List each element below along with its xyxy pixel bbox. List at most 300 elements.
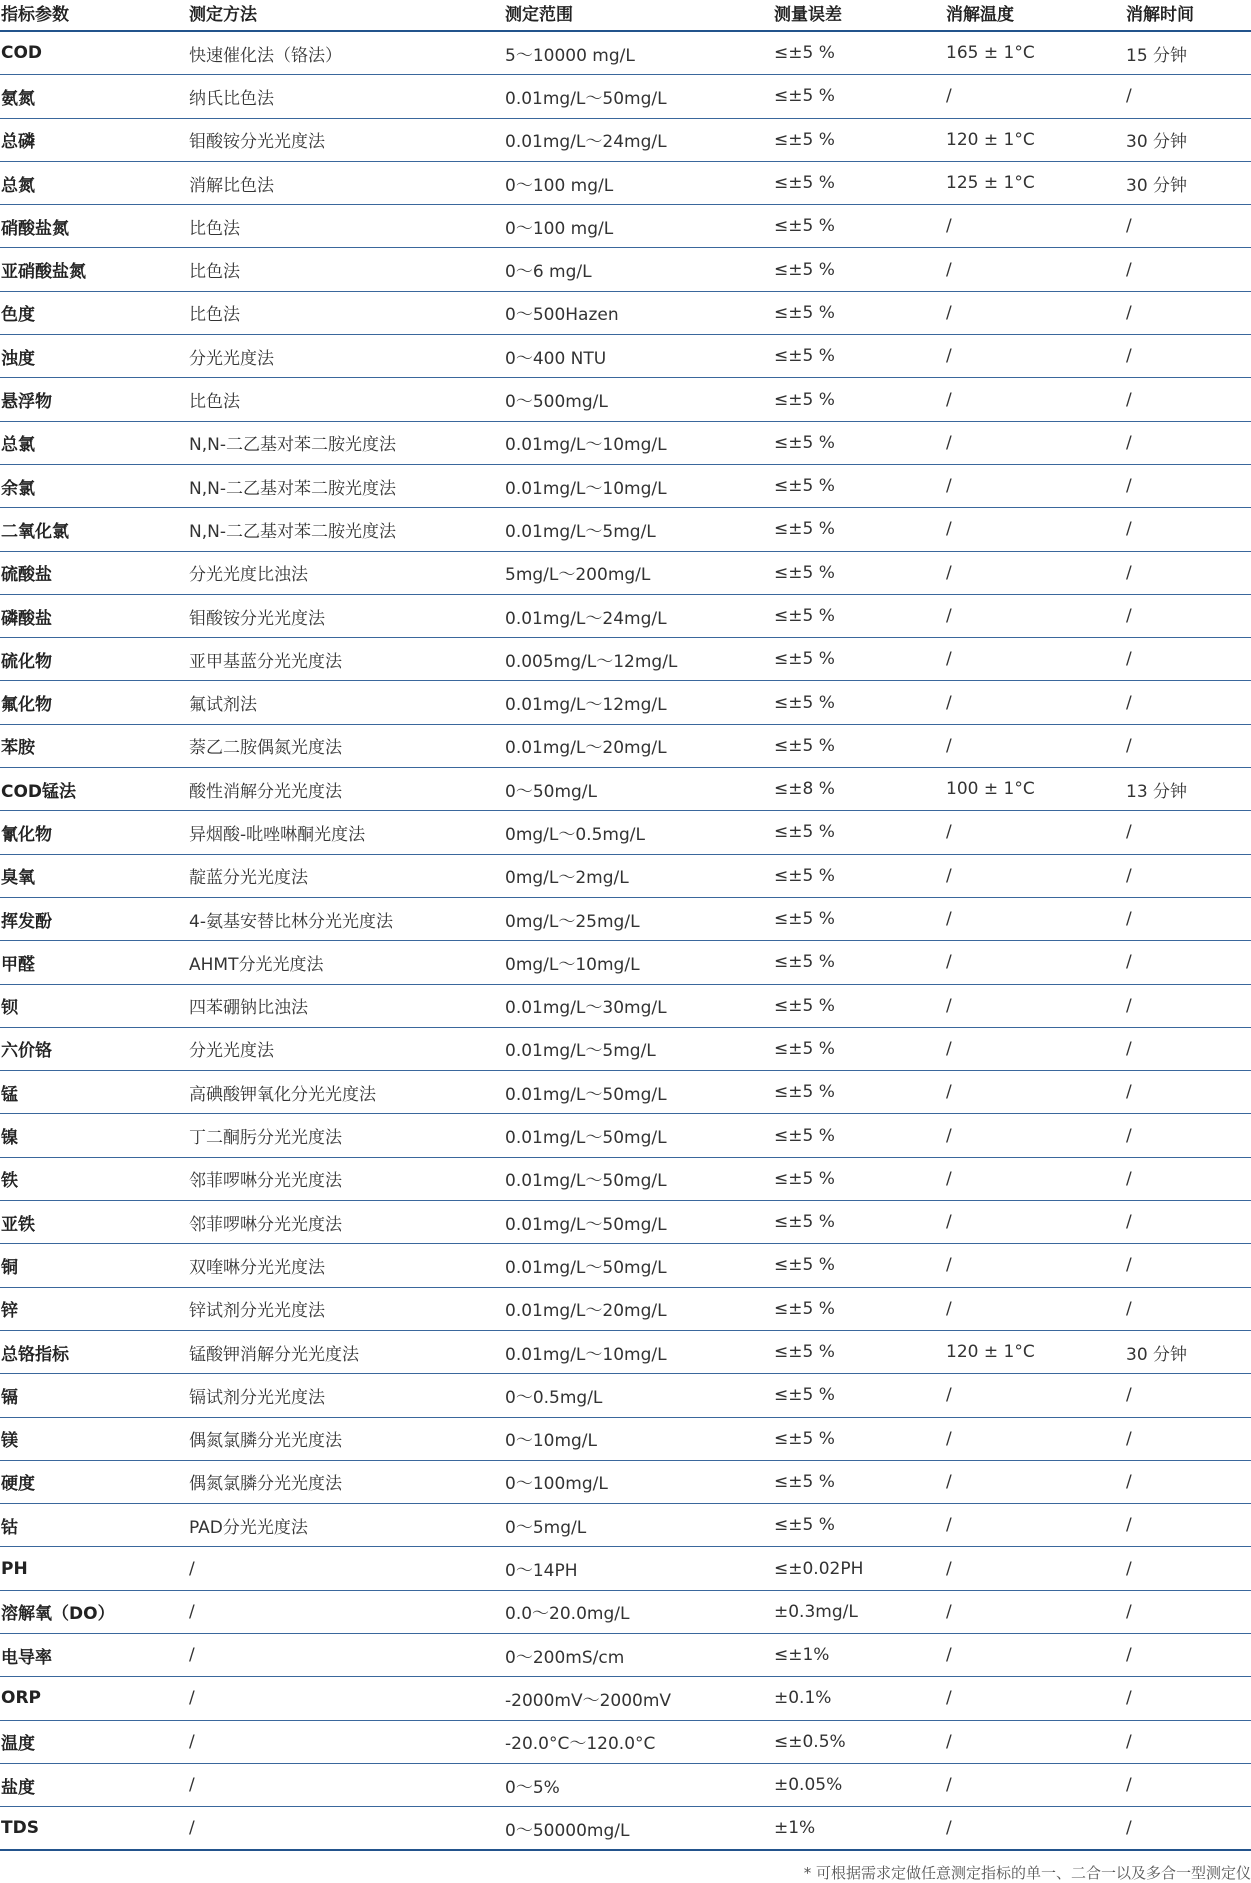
table-row [0, 1114, 1251, 1157]
indicator-cell: 电导率 [0, 1633, 188, 1676]
error-cell: ≤±5 % [773, 118, 945, 161]
error-cell: ≤±5 % [773, 1504, 945, 1547]
method-cell: 高碘酸钾氧化分光光度法 [188, 1071, 504, 1114]
indicator-cell: 甲醛 [0, 941, 188, 984]
table-row [0, 854, 1251, 897]
error-cell: ≤±5 % [773, 508, 945, 551]
time-cell: / [1125, 1504, 1251, 1547]
time-cell: / [1125, 724, 1251, 767]
time-cell: / [1125, 1287, 1251, 1330]
temp-cell: / [945, 811, 1125, 854]
indicator-cell: 亚硝酸盐氮 [0, 248, 188, 291]
error-cell: ±1% [773, 1807, 945, 1851]
table-row [0, 638, 1251, 681]
time-cell: / [1125, 1071, 1251, 1114]
error-cell: ≤±5 % [773, 638, 945, 681]
temp-cell: 120 ± 1°C [945, 118, 1125, 161]
table-row [0, 378, 1251, 421]
temp-cell: / [945, 1590, 1125, 1633]
error-cell: ≤±5 % [773, 75, 945, 118]
temp-cell: / [945, 854, 1125, 897]
table-row [0, 1807, 1251, 1851]
method-cell: 靛蓝分光光度法 [188, 854, 504, 897]
range-cell: 0～500Hazen [504, 291, 773, 334]
error-cell: ≤±5 % [773, 897, 945, 940]
table-row [0, 31, 1251, 75]
temp-cell: / [945, 551, 1125, 594]
range-cell: 0.01mg/L～50mg/L [504, 1201, 773, 1244]
table-row [0, 464, 1251, 507]
temp-cell: / [945, 941, 1125, 984]
table-row [0, 161, 1251, 204]
footnote: * 可根据需求定做任意测定指标的单一、二合一以及多合一型测定仪 [803, 1864, 1251, 1882]
time-cell: / [1125, 1114, 1251, 1157]
temp-cell: / [945, 335, 1125, 378]
temp-cell: / [945, 1720, 1125, 1763]
temp-cell: / [945, 248, 1125, 291]
error-cell: ≤±5 % [773, 161, 945, 204]
method-cell: N,N-二乙基对苯二胺光度法 [188, 508, 504, 551]
time-cell: / [1125, 378, 1251, 421]
indicator-cell: 悬浮物 [0, 378, 188, 421]
error-cell: ≤±5 % [773, 1071, 945, 1114]
error-cell: ≤±5 % [773, 335, 945, 378]
indicator-cell: 总氮 [0, 161, 188, 204]
table-body [0, 31, 1251, 1850]
range-cell: 0mg/L～2mg/L [504, 854, 773, 897]
range-cell: 0～14PH [504, 1547, 773, 1590]
temp-cell: / [945, 421, 1125, 464]
indicator-cell: 总铬指标 [0, 1330, 188, 1373]
range-cell: 0mg/L～10mg/L [504, 941, 773, 984]
time-cell: 13 分钟 [1125, 768, 1251, 811]
method-cell: 比色法 [188, 378, 504, 421]
time-cell: 30 分钟 [1125, 161, 1251, 204]
header-indicator: 指标参数 [0, 0, 188, 31]
range-cell: 0～200mS/cm [504, 1633, 773, 1676]
indicator-cell: 总氯 [0, 421, 188, 464]
temp-cell: 125 ± 1°C [945, 161, 1125, 204]
error-cell: ≤±5 % [773, 1330, 945, 1373]
indicator-cell: 锌 [0, 1287, 188, 1330]
temp-cell: / [945, 1201, 1125, 1244]
table-row [0, 594, 1251, 637]
range-cell: 0.01mg/L～24mg/L [504, 594, 773, 637]
indicator-cell: PH [0, 1547, 188, 1590]
method-cell: 分光光度比浊法 [188, 551, 504, 594]
error-cell: ≤±5 % [773, 941, 945, 984]
temp-cell: / [945, 1417, 1125, 1460]
indicator-cell: 镁 [0, 1417, 188, 1460]
indicator-cell: 盐度 [0, 1763, 188, 1806]
time-cell: 30 分钟 [1125, 1330, 1251, 1373]
temp-cell: / [945, 1677, 1125, 1720]
indicator-cell: 硝酸盐氮 [0, 205, 188, 248]
temp-cell: / [945, 1071, 1125, 1114]
time-cell: / [1125, 1633, 1251, 1676]
indicator-cell: 铁 [0, 1157, 188, 1200]
table-row [0, 681, 1251, 724]
indicator-cell: 溶解氧（DO） [0, 1590, 188, 1633]
indicator-cell: 余氯 [0, 464, 188, 507]
table-row [0, 768, 1251, 811]
temp-cell: / [945, 984, 1125, 1027]
table-row [0, 248, 1251, 291]
time-cell: / [1125, 1374, 1251, 1417]
time-cell: / [1125, 1547, 1251, 1590]
table-row [0, 1460, 1251, 1503]
error-cell: ≤±5 % [773, 594, 945, 637]
range-cell: 0.01mg/L～50mg/L [504, 1114, 773, 1157]
method-cell: N,N-二乙基对苯二胺光度法 [188, 421, 504, 464]
error-cell: ≤±0.5% [773, 1720, 945, 1763]
time-cell: / [1125, 205, 1251, 248]
error-cell: ≤±5 % [773, 378, 945, 421]
temp-cell: / [945, 897, 1125, 940]
table-row [0, 897, 1251, 940]
range-cell: 0～10mg/L [504, 1417, 773, 1460]
time-cell: / [1125, 551, 1251, 594]
error-cell: ≤±5 % [773, 551, 945, 594]
indicator-cell: 二氧化氯 [0, 508, 188, 551]
table-row [0, 205, 1251, 248]
range-cell: 0.01mg/L～10mg/L [504, 421, 773, 464]
time-cell: / [1125, 421, 1251, 464]
range-cell: 0.01mg/L～20mg/L [504, 1287, 773, 1330]
range-cell: 0mg/L～0.5mg/L [504, 811, 773, 854]
range-cell: 5～10000 mg/L [504, 31, 773, 75]
range-cell: 0～100 mg/L [504, 205, 773, 248]
indicator-cell: 挥发酚 [0, 897, 188, 940]
error-cell: ±0.3mg/L [773, 1590, 945, 1633]
time-cell: / [1125, 248, 1251, 291]
error-cell: ≤±5 % [773, 205, 945, 248]
error-cell: ≤±5 % [773, 854, 945, 897]
time-cell: / [1125, 681, 1251, 724]
method-cell: 偶氮氯膦分光光度法 [188, 1417, 504, 1460]
table-row [0, 1633, 1251, 1676]
range-cell: 0.01mg/L～10mg/L [504, 1330, 773, 1373]
error-cell: ≤±5 % [773, 31, 945, 75]
temp-cell: / [945, 205, 1125, 248]
temp-cell: 120 ± 1°C [945, 1330, 1125, 1373]
indicator-cell: 镉 [0, 1374, 188, 1417]
range-cell: 0～100 mg/L [504, 161, 773, 204]
method-cell: / [188, 1720, 504, 1763]
temp-cell: / [945, 1633, 1125, 1676]
error-cell: ≤±5 % [773, 681, 945, 724]
table-row [0, 1677, 1251, 1720]
temp-cell: / [945, 1157, 1125, 1200]
error-cell: ≤±5 % [773, 421, 945, 464]
method-cell: 异烟酸-吡唑啉酮光度法 [188, 811, 504, 854]
method-cell: / [188, 1763, 504, 1806]
method-cell: 分光光度法 [188, 1027, 504, 1070]
indicator-cell: 氰化物 [0, 811, 188, 854]
temp-cell: / [945, 1807, 1125, 1851]
table-row [0, 291, 1251, 334]
time-cell: / [1125, 1157, 1251, 1200]
error-cell: ≤±5 % [773, 291, 945, 334]
error-cell: ≤±5 % [773, 724, 945, 767]
indicator-cell: ORP [0, 1677, 188, 1720]
temp-cell: / [945, 1460, 1125, 1503]
error-cell: ≤±8 % [773, 768, 945, 811]
time-cell: 15 分钟 [1125, 31, 1251, 75]
range-cell: 0.01mg/L～50mg/L [504, 1157, 773, 1200]
header-method: 测定方法 [188, 0, 504, 31]
range-cell: 0.01mg/L～5mg/L [504, 1027, 773, 1070]
temp-cell: / [945, 1374, 1125, 1417]
time-cell: / [1125, 1244, 1251, 1287]
indicator-cell: 氟化物 [0, 681, 188, 724]
temp-cell: / [945, 1114, 1125, 1157]
range-cell: 0.01mg/L～12mg/L [504, 681, 773, 724]
method-cell: 四苯硼钠比浊法 [188, 984, 504, 1027]
range-cell: 0.01mg/L～50mg/L [504, 75, 773, 118]
error-cell: ≤±5 % [773, 984, 945, 1027]
range-cell: 0～5mg/L [504, 1504, 773, 1547]
table-row [0, 1287, 1251, 1330]
table-row [0, 1071, 1251, 1114]
header-range: 测定范围 [504, 0, 773, 31]
temp-cell: / [945, 1287, 1125, 1330]
table-row [0, 1417, 1251, 1460]
table-row [0, 1374, 1251, 1417]
table-row [0, 551, 1251, 594]
time-cell: / [1125, 984, 1251, 1027]
error-cell: ≤±5 % [773, 1460, 945, 1503]
temp-cell: 100 ± 1°C [945, 768, 1125, 811]
table-row [0, 941, 1251, 984]
time-cell: / [1125, 1460, 1251, 1503]
table-row [0, 75, 1251, 118]
method-cell: 比色法 [188, 248, 504, 291]
method-cell: / [188, 1547, 504, 1590]
indicator-cell: 磷酸盐 [0, 594, 188, 637]
error-cell: ≤±5 % [773, 1114, 945, 1157]
time-cell: / [1125, 941, 1251, 984]
temp-cell: / [945, 681, 1125, 724]
table-header [0, 0, 1251, 31]
time-cell: / [1125, 1201, 1251, 1244]
time-cell: / [1125, 638, 1251, 681]
indicator-cell: TDS [0, 1807, 188, 1851]
temp-cell: / [945, 1244, 1125, 1287]
method-cell: / [188, 1677, 504, 1720]
table-row [0, 1244, 1251, 1287]
error-cell: ≤±5 % [773, 1244, 945, 1287]
indicator-cell: 浊度 [0, 335, 188, 378]
indicator-cell: 钴 [0, 1504, 188, 1547]
indicator-cell: COD锰法 [0, 768, 188, 811]
header-digestion-time: 消解时间 [1125, 0, 1251, 31]
indicator-cell: 氨氮 [0, 75, 188, 118]
method-cell: 酸性消解分光光度法 [188, 768, 504, 811]
range-cell: 0.01mg/L～50mg/L [504, 1071, 773, 1114]
time-cell: / [1125, 594, 1251, 637]
indicator-cell: 苯胺 [0, 724, 188, 767]
header-error: 测量误差 [773, 0, 945, 31]
method-cell: 镉试剂分光光度法 [188, 1374, 504, 1417]
indicator-cell: 钡 [0, 984, 188, 1027]
error-cell: ≤±1% [773, 1633, 945, 1676]
temp-cell: / [945, 724, 1125, 767]
method-cell: 锰酸钾消解分光光度法 [188, 1330, 504, 1373]
method-cell: 钼酸铵分光光度法 [188, 118, 504, 161]
table-row [0, 1720, 1251, 1763]
time-cell: / [1125, 1763, 1251, 1806]
method-cell: 丁二酮肟分光光度法 [188, 1114, 504, 1157]
indicator-cell: 镍 [0, 1114, 188, 1157]
table-row [0, 1157, 1251, 1200]
temp-cell: / [945, 75, 1125, 118]
time-cell: / [1125, 1417, 1251, 1460]
indicator-cell: 硬度 [0, 1460, 188, 1503]
method-cell: PAD分光光度法 [188, 1504, 504, 1547]
time-cell: / [1125, 335, 1251, 378]
range-cell: 0～50mg/L [504, 768, 773, 811]
indicator-cell: 总磷 [0, 118, 188, 161]
error-cell: ≤±5 % [773, 464, 945, 507]
range-cell: 5mg/L～200mg/L [504, 551, 773, 594]
table-row [0, 1330, 1251, 1373]
method-cell: 比色法 [188, 205, 504, 248]
method-cell: / [188, 1590, 504, 1633]
indicator-cell: 铜 [0, 1244, 188, 1287]
temp-cell: / [945, 638, 1125, 681]
method-cell: 亚甲基蓝分光光度法 [188, 638, 504, 681]
table-row [0, 724, 1251, 767]
temp-cell: 165 ± 1°C [945, 31, 1125, 75]
range-cell: 0.01mg/L～50mg/L [504, 1244, 773, 1287]
time-cell: / [1125, 1677, 1251, 1720]
indicator-cell: 温度 [0, 1720, 188, 1763]
method-cell: 萘乙二胺偶氮光度法 [188, 724, 504, 767]
indicator-cell: 锰 [0, 1071, 188, 1114]
time-cell: / [1125, 291, 1251, 334]
table-row [0, 1027, 1251, 1070]
indicator-cell: COD [0, 31, 188, 75]
range-cell: -2000mV～2000mV [504, 1677, 773, 1720]
error-cell: ≤±5 % [773, 1287, 945, 1330]
method-cell: 邻菲啰啉分光光度法 [188, 1201, 504, 1244]
range-cell: -20.0°C～120.0°C [504, 1720, 773, 1763]
time-cell: / [1125, 464, 1251, 507]
time-cell: / [1125, 1590, 1251, 1633]
range-cell: 0.005mg/L～12mg/L [504, 638, 773, 681]
temp-cell: / [945, 378, 1125, 421]
table-row [0, 1504, 1251, 1547]
time-cell: / [1125, 897, 1251, 940]
table-row [0, 421, 1251, 464]
temp-cell: / [945, 464, 1125, 507]
header-row [0, 0, 1251, 31]
range-cell: 0.01mg/L～24mg/L [504, 118, 773, 161]
error-cell: ±0.05% [773, 1763, 945, 1806]
indicator-cell: 硫化物 [0, 638, 188, 681]
method-cell: 消解比色法 [188, 161, 504, 204]
indicator-cell: 硫酸盐 [0, 551, 188, 594]
table-row [0, 508, 1251, 551]
method-cell: / [188, 1807, 504, 1851]
range-cell: 0～100mg/L [504, 1460, 773, 1503]
method-cell: N,N-二乙基对苯二胺光度法 [188, 464, 504, 507]
temp-cell: / [945, 1763, 1125, 1806]
method-cell: 邻菲啰啉分光光度法 [188, 1157, 504, 1200]
table-row [0, 1763, 1251, 1806]
temp-cell: / [945, 508, 1125, 551]
error-cell: ≤±5 % [773, 1201, 945, 1244]
method-cell: 分光光度法 [188, 335, 504, 378]
time-cell: / [1125, 1807, 1251, 1851]
temp-cell: / [945, 291, 1125, 334]
range-cell: 0.01mg/L～30mg/L [504, 984, 773, 1027]
range-cell: 0～500mg/L [504, 378, 773, 421]
range-cell: 0.0～20.0mg/L [504, 1590, 773, 1633]
method-cell: 氟试剂法 [188, 681, 504, 724]
range-cell: 0～0.5mg/L [504, 1374, 773, 1417]
range-cell: 0～50000mg/L [504, 1807, 773, 1851]
indicator-cell: 臭氧 [0, 854, 188, 897]
range-cell: 0.01mg/L～5mg/L [504, 508, 773, 551]
method-cell: 比色法 [188, 291, 504, 334]
table-row [0, 811, 1251, 854]
error-cell: ≤±5 % [773, 1374, 945, 1417]
error-cell: ±0.1% [773, 1677, 945, 1720]
temp-cell: / [945, 1027, 1125, 1070]
method-cell: 偶氮氯膦分光光度法 [188, 1460, 504, 1503]
time-cell: / [1125, 75, 1251, 118]
range-cell: 0～400 NTU [504, 335, 773, 378]
temp-cell: / [945, 1504, 1125, 1547]
time-cell: 30 分钟 [1125, 118, 1251, 161]
method-cell: 快速催化法（铬法） [188, 31, 504, 75]
table-row [0, 118, 1251, 161]
range-cell: 0mg/L～25mg/L [504, 897, 773, 940]
range-cell: 0.01mg/L～20mg/L [504, 724, 773, 767]
time-cell: / [1125, 508, 1251, 551]
method-cell: / [188, 1633, 504, 1676]
method-cell: 双喹啉分光光度法 [188, 1244, 504, 1287]
method-cell: 4-氨基安替比林分光光度法 [188, 897, 504, 940]
table-row [0, 335, 1251, 378]
time-cell: / [1125, 854, 1251, 897]
error-cell: ≤±5 % [773, 248, 945, 291]
range-cell: 0～5% [504, 1763, 773, 1806]
error-cell: ≤±5 % [773, 1417, 945, 1460]
table-row [0, 1201, 1251, 1244]
method-cell: 纳氏比色法 [188, 75, 504, 118]
temp-cell: / [945, 594, 1125, 637]
indicator-cell: 亚铁 [0, 1201, 188, 1244]
method-cell: 锌试剂分光光度法 [188, 1287, 504, 1330]
indicator-cell: 色度 [0, 291, 188, 334]
error-cell: ≤±5 % [773, 1157, 945, 1200]
header-digestion-temp: 消解温度 [945, 0, 1125, 31]
table-row [0, 984, 1251, 1027]
indicator-cell: 六价铬 [0, 1027, 188, 1070]
temp-cell: / [945, 1547, 1125, 1590]
error-cell: ≤±0.02PH [773, 1547, 945, 1590]
time-cell: / [1125, 1027, 1251, 1070]
error-cell: ≤±5 % [773, 811, 945, 854]
range-cell: 0.01mg/L～10mg/L [504, 464, 773, 507]
time-cell: / [1125, 811, 1251, 854]
table-row [0, 1590, 1251, 1633]
error-cell: ≤±5 % [773, 1027, 945, 1070]
time-cell: / [1125, 1720, 1251, 1763]
